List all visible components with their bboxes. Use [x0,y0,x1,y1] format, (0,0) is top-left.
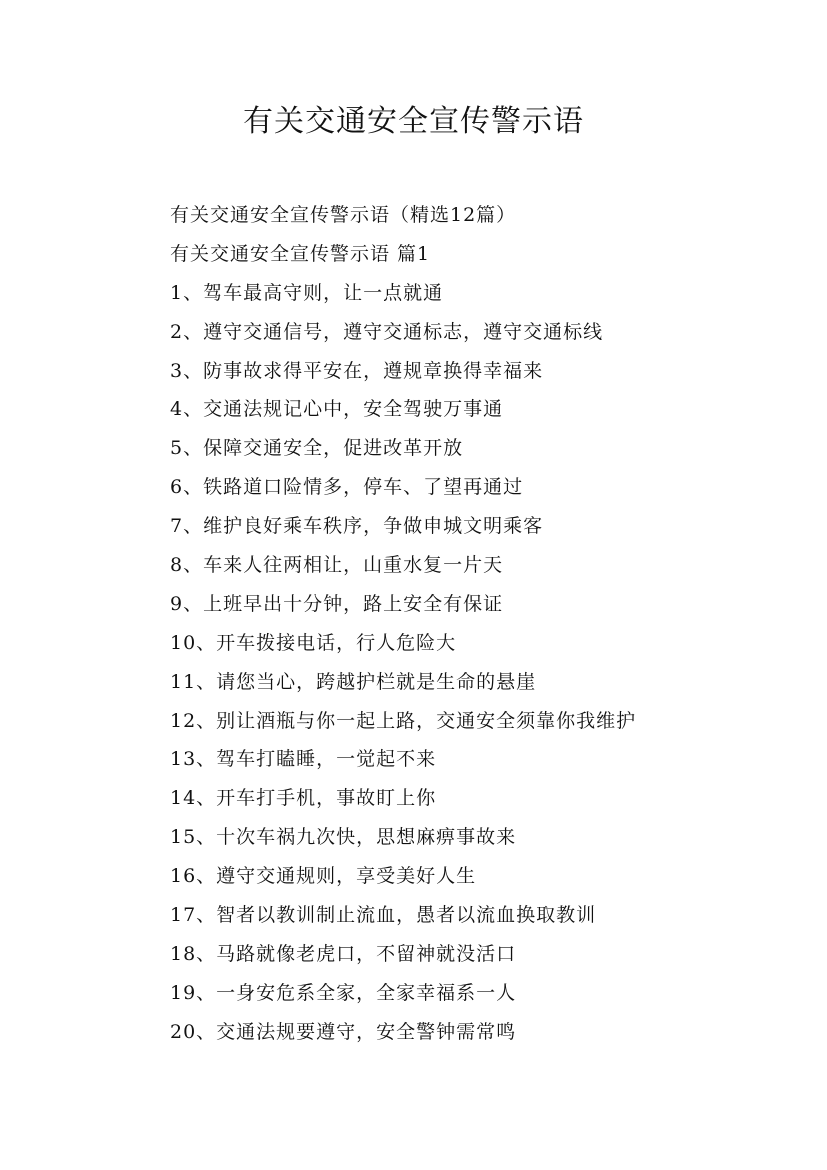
document-subtitle: 有关交通安全宣传警示语（精选12篇） [170,204,517,226]
document-title: 有关交通安全宣传警示语 [243,104,584,139]
list-item: 6、铁路道口险情多，停车、了望再通过 [170,476,524,499]
list-item: 20、交通法规要遵守，安全警钟需常鸣 [170,1020,517,1043]
list-item: 2、遵守交通信号，遵守交通标志，遵守交通标线 [170,320,604,343]
list-item: 1、驾车最高守则，让一点就通 [170,281,444,304]
list-item: 4、交通法规记心中，安全驾驶万事通 [170,398,504,421]
document-body [170,196,790,1052]
list-item: 12、别让酒瓶与你一起上路，交通安全须靠你我维护 [170,709,637,732]
list-item: 17、智者以教训制止流血，愚者以流血换取教训 [170,904,597,927]
list-item: 18、马路就像老虎口，不留神就没活口 [170,942,517,965]
list-item: 7、维护良好乘车秩序，争做申城文明乘客 [170,515,544,538]
list-item: 15、十次车祸九次快，思想麻痹事故来 [170,826,517,849]
section-heading: 有关交通安全宣传警示语 篇1 [170,242,431,265]
list-item: 5、保障交通安全，促进改革开放 [170,437,464,460]
list-item: 11、请您当心，跨越护栏就是生命的悬崖 [170,670,537,693]
list-item: 3、防事故求得平安在，遵规章换得幸福来 [170,359,544,382]
list-item: 16、遵守交通规则，享受美好人生 [170,865,477,888]
list-item: 9、上班早出十分钟，路上安全有保证 [170,592,504,615]
list-item: 8、车来人往两相让，山重水复一片天 [170,554,504,577]
list-item: 10、开车拨接电话，行人危险大 [170,631,457,654]
list-item: 13、驾车打瞌睡，一觉起不来 [170,748,437,771]
list-item: 19、一身安危系全家，全家幸福系一人 [170,981,517,1004]
list-item: 14、开车打手机，事故盯上你 [170,787,437,810]
